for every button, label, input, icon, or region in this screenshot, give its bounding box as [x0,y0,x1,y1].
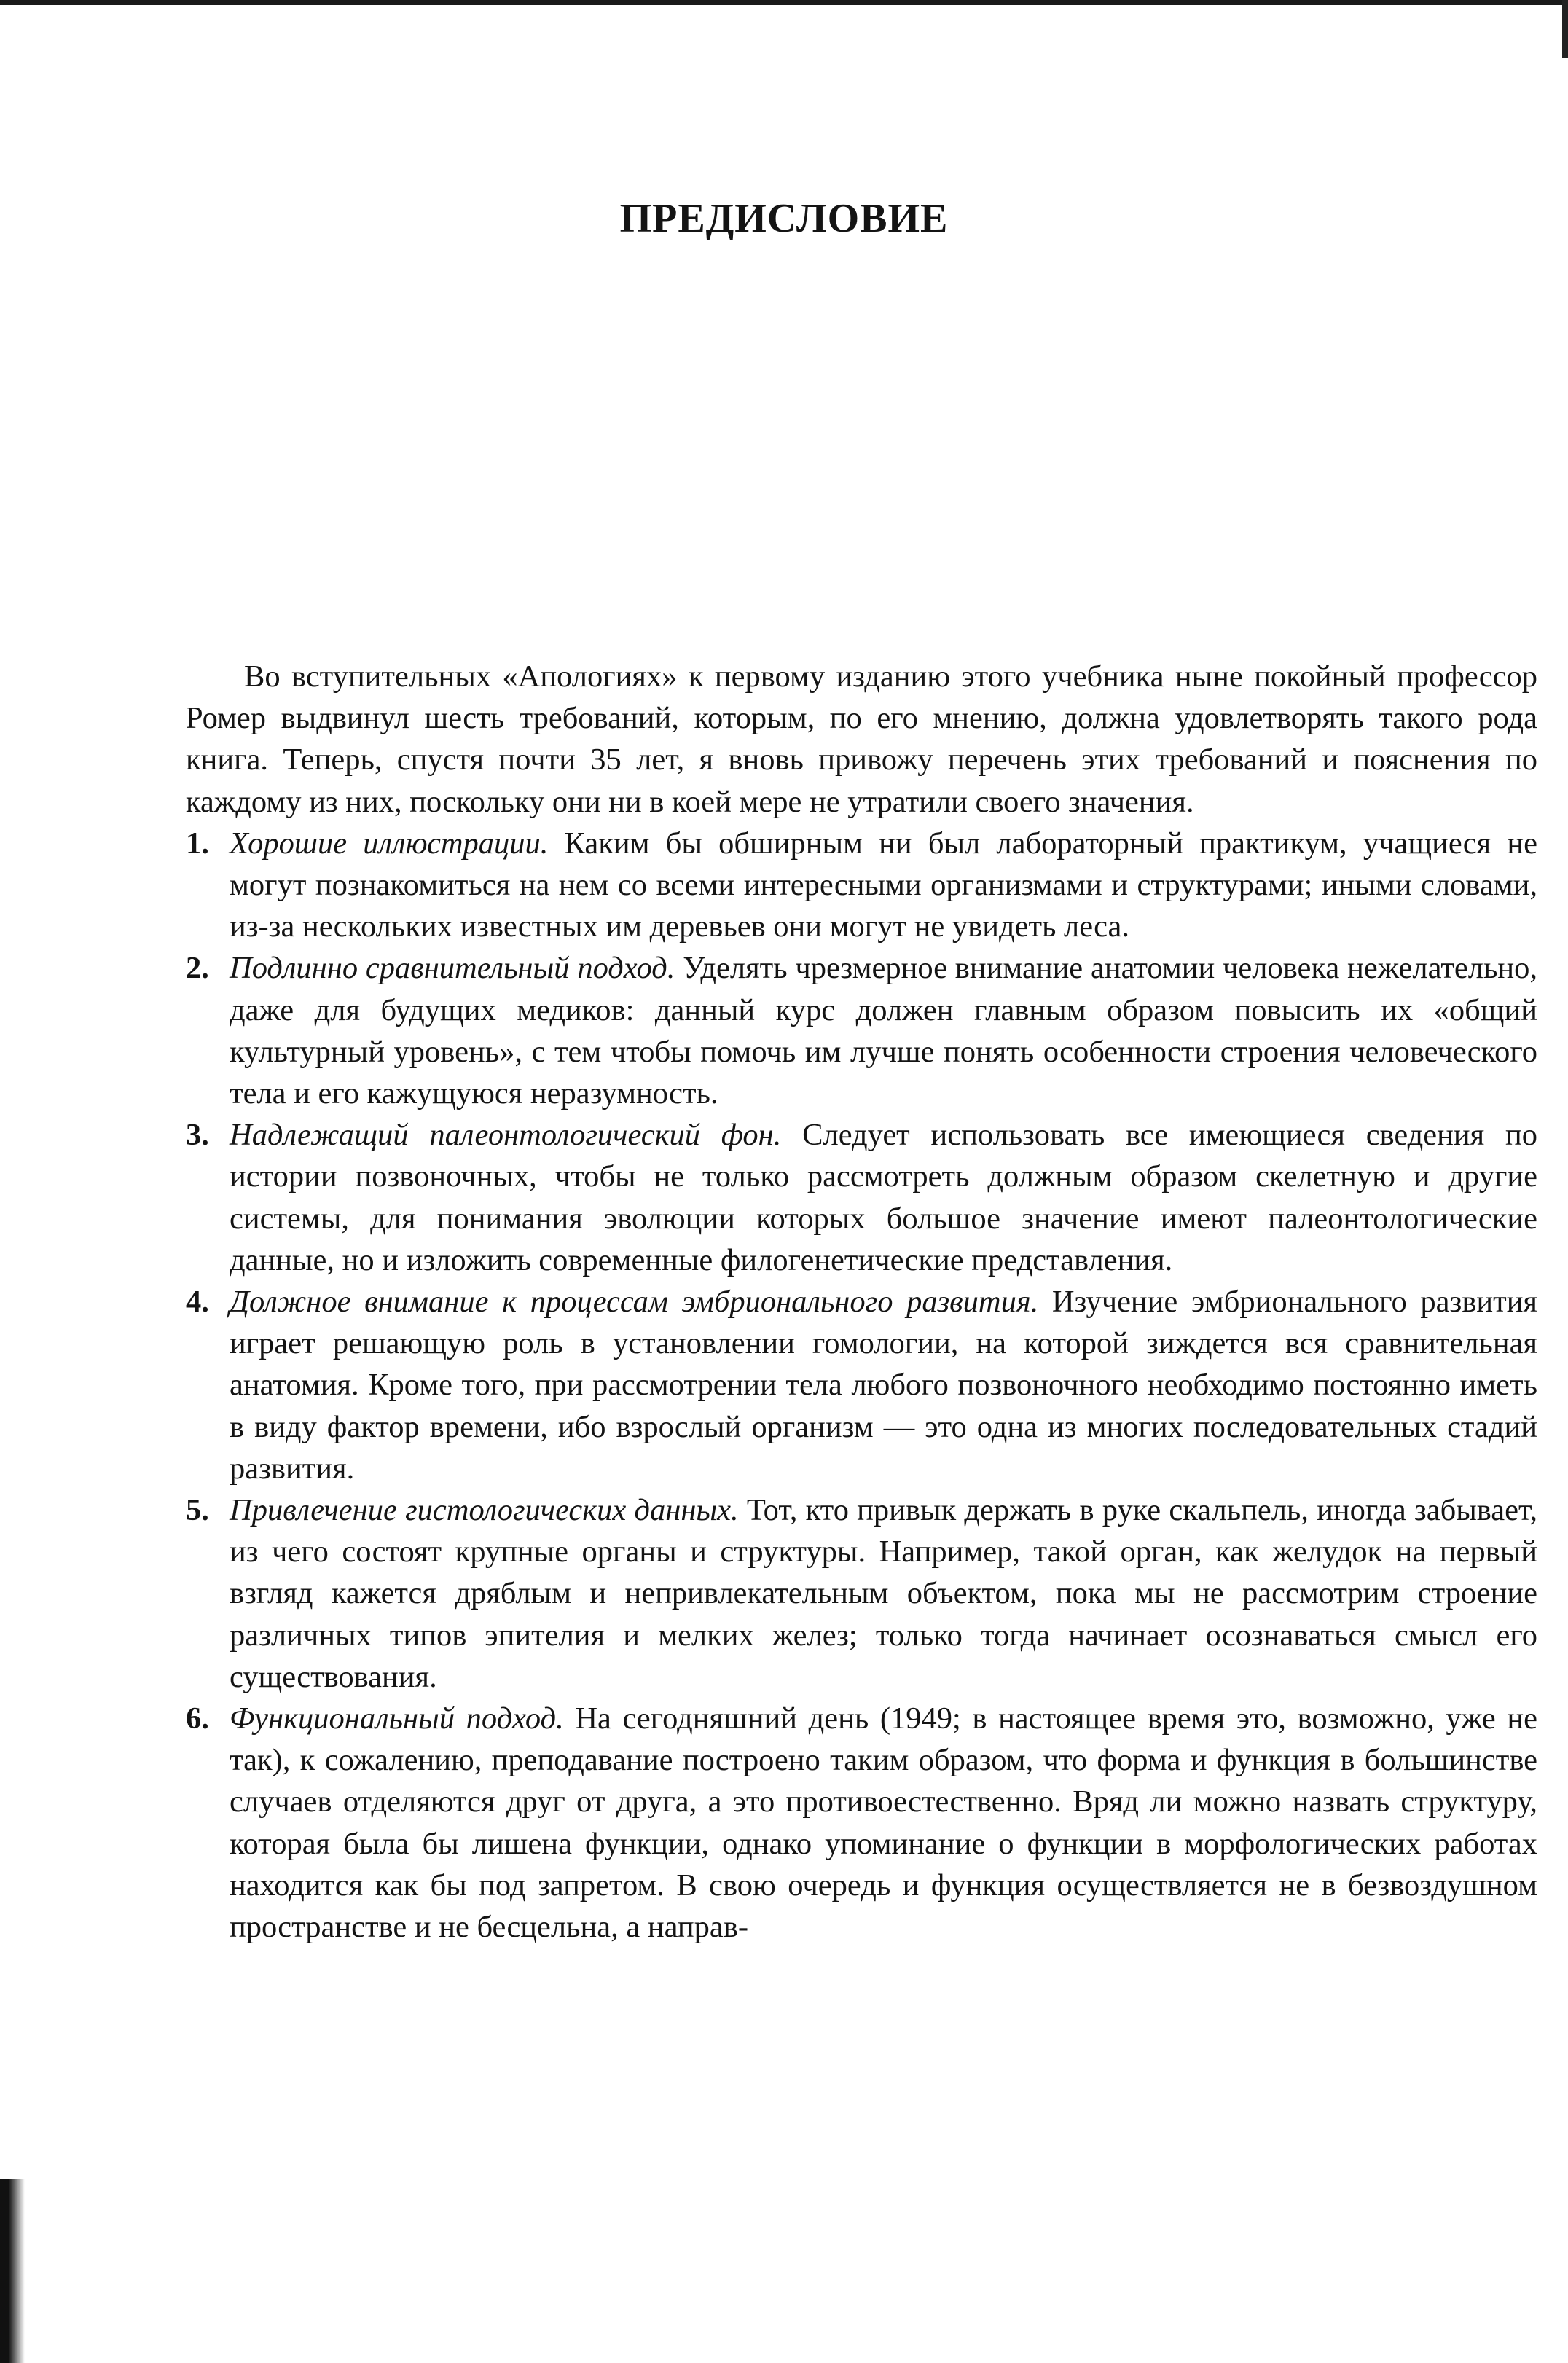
requirement-item-2 [186,947,1537,1114]
requirement-title: Привлечение гистологических данных. [230,1493,739,1528]
requirement-title: Подлинно сравнительный подход. [230,951,675,986]
page-title: ПРЕДИСЛОВИЕ [619,196,949,241]
requirement-text: Каким бы обширным ни был лабораторный практикум, учащиеся не могут познакомиться на нем со всеми интересными организмами и структурами; иными словами, из-за нескольких известных им деревьев они могут не увидеть леса. [230,826,1537,944]
requirement-title: Функциональный подход. [230,1701,564,1736]
requirement-number: 1. [186,826,209,861]
requirement-number: 2. [186,951,209,986]
requirement-item-5 [186,1489,1537,1698]
requirement-text: Тот, кто привык держать в руке скальпель, иногда забывает, из чего состоят крупные органы и структуры. Например, такой орган, как желудок на первый взгляд кажется дряблым и непривлекательным объектом, пока мы не рассмотрим строение различных типов эпителия и мелких желез; только тогда начинает осознаваться смысл его существования. [230,1493,1537,1694]
requirement-text: Уделять чрезмерное внимание анатомии человека нежелательно, даже для будущих медиков: данный курс должен главным образом повысить их «общий культурный уровень», с тем чтобы помочь им лучше понять особенности строения человеческого тела и его кажущуюся неразумность. [230,951,1537,1111]
requirement-item-4 [186,1281,1537,1489]
requirement-item-1 [186,823,1537,948]
requirement-text: Следует использовать все имеющиеся сведения по истории позвоночных, чтобы не только рассмотреть должным образом скелетную и другие системы, для понимания эволюции которых большое значение имеют палеонтологические данные, но и изложить современные филогенетические представления. [230,1118,1537,1277]
intro-paragraph: Во вступительных «Апологиях» к первому изданию этого учебника ныне покойный профессор Ромер выдвинул шесть требований, которым, по его мнению, должна удовлетворять такого рода книга. Теперь, спустя почти 35 лет, я вновь привожу перечень этих требований и пояснения по каждому из них, поскольку они ни в коей мере не утратили своего значения. [186,659,1537,819]
requirement-number: 6. [186,1701,209,1736]
scan-left-shadow [0,2179,25,2363]
requirement-text: На сегодняшний день (1949; в настоящее время это, возможно, уже не так), к сожалению, преподавание построено таким образом, что форма и функция в большинстве случаев отделяются друг от друга, а это противоестественно. Вряд ли можно назвать структуру, которая была бы лишена функции, однако упоминание о функции в морфологических работах находится как бы под запретом. В свою очередь и функция осуществляется не в безвоздушном пространстве и не бесцельна, а направ- [230,1701,1537,1945]
requirement-title: Надлежащий палеонтологический фон. [230,1118,782,1153]
scan-right-edge [1562,0,1568,58]
requirement-text: Изучение эмбрионального развития играет решающую роль в установлении гомологии, на которой зиждется вся сравнительная анатомия. Кроме того, при рассмотрении тела любого позвоночного необходимо постоянно иметь в виду фактор времени, ибо взрослый организм — это одна из многих последовательных стадий развития. [230,1285,1537,1486]
requirement-title: Хорошие иллюстрации. [230,826,549,861]
requirement-number: 3. [186,1118,209,1153]
requirement-title: Должное внимание к процессам эмбрионального развития. [230,1285,1039,1320]
requirement-number: 5. [186,1493,209,1528]
requirement-number: 4. [186,1285,209,1320]
preface-body [186,656,1537,1948]
requirement-item-6 [186,1698,1537,1948]
requirements-list [186,823,1537,1948]
requirement-item-3 [186,1114,1537,1281]
scan-top-border [0,0,1568,5]
